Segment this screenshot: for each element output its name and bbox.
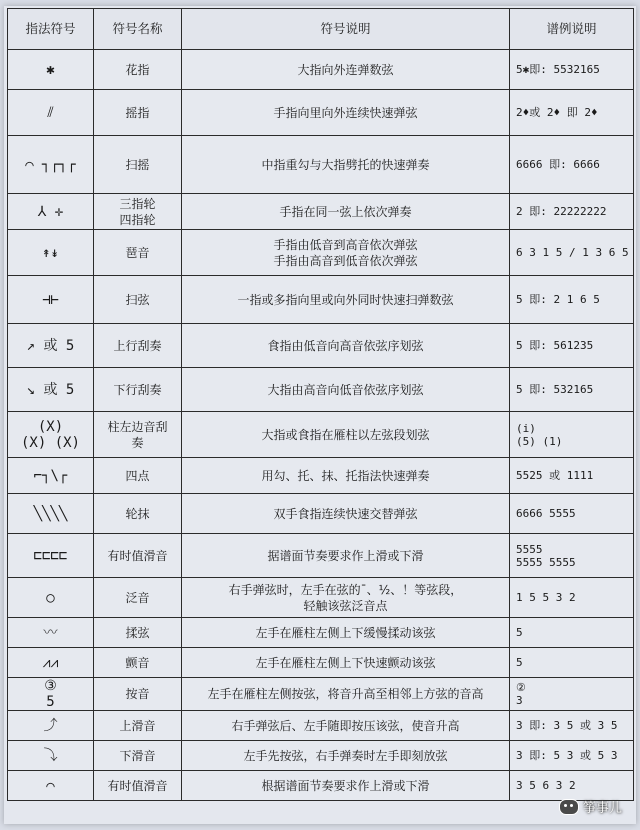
technique-name: 按音 <box>125 687 150 701</box>
notation-example: 5 即: 2 1 6 5 <box>516 293 600 306</box>
table-row <box>8 534 634 578</box>
table-row <box>8 276 634 324</box>
notation-example: 5✱即: 5532165 <box>516 63 600 76</box>
wechat-icon <box>559 799 579 815</box>
header-description: 符号说明 <box>182 9 510 50</box>
technique-name: 下滑音 <box>119 748 156 763</box>
technique-description: 手指向里向外连续快速弹弦 <box>273 105 418 120</box>
watermark-text: 筝事儿 <box>582 801 622 816</box>
technique-name: 琶音 <box>125 245 150 260</box>
fingering-chart-sheet <box>4 6 636 824</box>
notation-example: 6666 5555 <box>516 507 576 520</box>
timed-slide-icon: ⊏⊏⊏⊏ <box>33 547 68 564</box>
table-row <box>8 618 634 648</box>
press-icon: ③ 5 <box>44 678 57 710</box>
table-row <box>8 50 634 90</box>
lunmo-icon: ╲╲╲╲ <box>33 505 68 522</box>
notation-example: 5555 5555 5555 <box>516 542 576 569</box>
technique-description: 食指由低音向高音依弦序划弦 <box>267 338 424 353</box>
table-row <box>8 771 634 801</box>
fingering-table <box>7 8 634 801</box>
notation-example: 3 5 6 3 2 <box>516 779 576 792</box>
technique-description: 一指或多指向里或向外同时快速扫弹数弦 <box>237 292 454 307</box>
notation-example: (i) (5) (1) <box>516 421 563 448</box>
table-row <box>8 136 634 194</box>
header-row <box>8 9 634 50</box>
technique-description: 手指由低音到高音依次弹弦 手指由高音到低音依次弹弦 <box>273 237 418 268</box>
table-row <box>8 324 634 368</box>
notation-example: ② 3 <box>516 681 526 707</box>
technique-description: 左手在雁柱左侧上下快速颤动该弦 <box>255 655 436 670</box>
watermark <box>559 797 622 816</box>
technique-description: 根据谱面节奏要求作上滑或下滑 <box>261 778 430 793</box>
notation-example: 6666 即: 6666 <box>516 158 600 171</box>
upward-slide-icon: ⤴ <box>43 717 58 734</box>
technique-name: 轮抹 <box>125 506 150 521</box>
notation-example: 5 即: 561235 <box>516 339 594 352</box>
table-row <box>8 578 634 618</box>
notation-example: 3 即: 3 5 或 3 5 <box>516 719 618 732</box>
technique-name: 四点 <box>125 468 150 483</box>
technique-name: 上行刮奏 <box>113 338 162 353</box>
technique-description: 右手弹弦时，左手在弦的¯、½、！等弦段， 轻触该弦泛音点 <box>228 582 463 613</box>
technique-description: 用勾、托、抹、托指法快速弹奏 <box>261 468 430 483</box>
table-row <box>8 230 634 276</box>
rising-glide-icon: ↗ 或 5 <box>26 337 75 354</box>
technique-name: 有时值滑音 <box>107 548 168 563</box>
header-example: 谱例说明 <box>510 9 634 50</box>
asterisk-icon: ✱ <box>46 61 55 78</box>
table-row <box>8 494 634 534</box>
header-symbol: 指法符号 <box>8 9 94 50</box>
notation-example: 3 即: 5 3 或 5 3 <box>516 749 618 762</box>
header-name: 符号名称 <box>94 9 182 50</box>
table-row <box>8 458 634 494</box>
tremolo-icon: ⩘⩘ <box>42 654 59 671</box>
strum-icon: ⊣⊢ <box>42 291 59 308</box>
technique-description: 双手食指连续快速交替弹弦 <box>273 506 418 521</box>
technique-description: 右手弹弦后、左手随即按压该弦，使音升高 <box>231 718 460 733</box>
table-row <box>8 678 634 711</box>
triple-slash-icon: ⫽ <box>47 104 54 121</box>
technique-name: 扫弦 <box>125 292 150 307</box>
table-row <box>8 194 634 230</box>
notation-example: 5 <box>516 626 523 639</box>
notation-example: 5 <box>516 656 523 669</box>
table-row <box>8 711 634 741</box>
notation-example: 5525 或 1111 <box>516 469 594 482</box>
notation-example: 1 5 5 3 2 <box>516 591 576 604</box>
technique-name: 三指轮 四指轮 <box>119 196 156 227</box>
wheel-icon: ⅄ ✛ <box>37 203 64 220</box>
technique-description: 左手先按弦，右手弹奏时左手即刻放弦 <box>243 748 448 763</box>
harmonic-icon: ○ <box>46 589 55 606</box>
technique-description: 大指或食指在雁柱以左弦段划弦 <box>261 427 430 442</box>
table-row <box>8 741 634 771</box>
technique-name: 摇指 <box>125 105 150 120</box>
technique-name: 柱左边音刮 奏 <box>107 419 168 450</box>
technique-name: 揉弦 <box>125 625 150 640</box>
technique-name: 上滑音 <box>119 718 156 733</box>
notation-example: 6 3 1 5 / 1 3 6 5 <box>516 246 629 259</box>
downward-slide-icon: ⤵ <box>43 747 58 764</box>
four-point-icon: ⌐┐\┌ <box>33 467 68 484</box>
technique-description: 大指由高音向低音依弦序划弦 <box>267 382 424 397</box>
falling-glide-icon: ↘ 或 5 <box>26 381 75 398</box>
left-bridge-icon: (X) (X) (X) <box>20 418 80 451</box>
vibrato-icon: 〰 <box>43 624 58 641</box>
technique-name: 花指 <box>125 62 150 77</box>
technique-name: 颤音 <box>125 655 150 670</box>
technique-description: 左手在雁柱左侧上下缓慢揉动该弦 <box>255 625 436 640</box>
technique-description: 左手在雁柱左侧按弦，将音升高至相邻上方弦的音高 <box>207 687 484 701</box>
arc-slide-icon: ⌒ <box>46 777 55 794</box>
notation-example: 2 即: 22222222 <box>516 205 607 218</box>
table-row <box>8 368 634 412</box>
technique-description: 手指在同一弦上依次弹奏 <box>279 204 412 219</box>
technique-name: 有时值滑音 <box>107 778 168 793</box>
technique-description: 中指重勾与大指劈托的快速弹奏 <box>261 157 430 172</box>
sweep-bracket-icon: ⌒ ┐┌┐┌ <box>25 156 76 173</box>
table-row <box>8 90 634 136</box>
arpeggio-arrows-icon: ↟↡ <box>42 244 59 261</box>
technique-description: 大指向外连弹数弦 <box>297 62 394 77</box>
table-row <box>8 648 634 678</box>
technique-description: 据谱面节奏要求作上滑或下滑 <box>267 548 424 563</box>
technique-name: 下行刮奏 <box>113 382 162 397</box>
table-row <box>8 412 634 458</box>
technique-name: 扫摇 <box>125 157 150 172</box>
technique-name: 泛音 <box>125 590 150 605</box>
notation-example: 5 即: 532165 <box>516 383 594 396</box>
notation-example: 2♦或 2♦ 即 2♦ <box>516 106 598 119</box>
